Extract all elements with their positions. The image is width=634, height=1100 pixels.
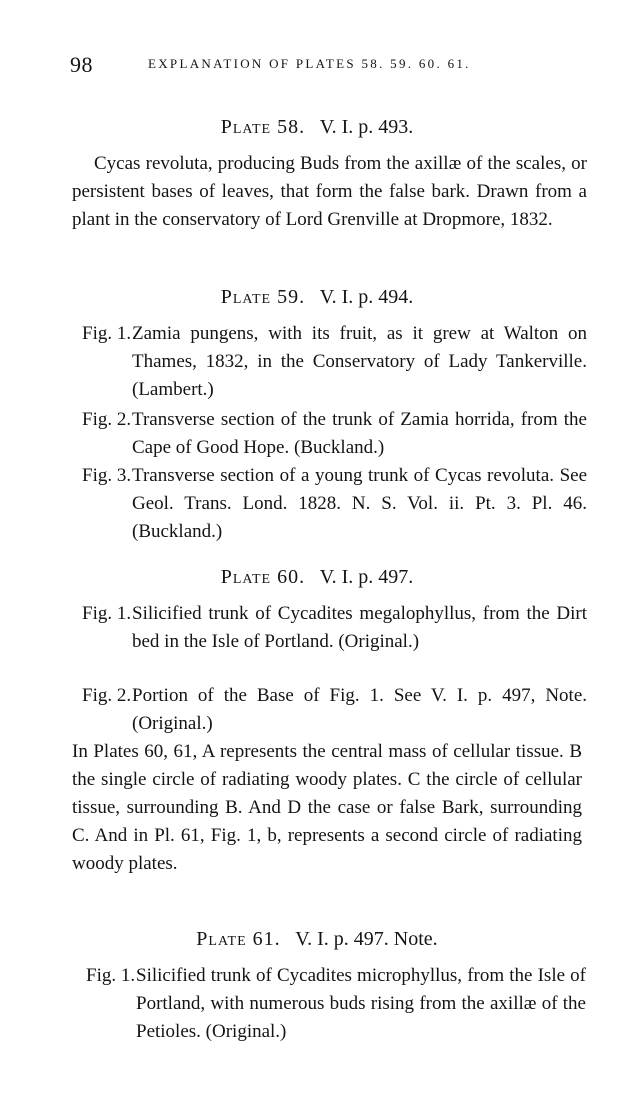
- running-title: EXPLANATION OF PLATES 58. 59. 60. 61.: [148, 56, 471, 71]
- plate-59-heading: [0, 286, 634, 309]
- plate-60-title: Plate 60.: [220, 566, 306, 588]
- fig-label: Fig. 2.: [82, 685, 132, 706]
- plate-59-fig-2: [82, 406, 587, 462]
- fig-text: Portion of the Base of Fig. 1. See V. I. p. 497, Note. (Original.): [132, 685, 587, 734]
- plate-61-heading: [0, 928, 634, 951]
- plate-58-title: Plate 58.: [220, 116, 306, 138]
- plate-61-fig-1: [86, 962, 586, 1046]
- fig-label: Fig. 1.: [86, 965, 136, 986]
- running-head: [70, 52, 610, 82]
- fig-label: Fig. 2.: [82, 409, 132, 430]
- plate-59-fig-1: [82, 320, 587, 404]
- fig-label: Fig. 1.: [82, 603, 132, 624]
- plate-58-ref: V. I. p. 493.: [319, 116, 414, 138]
- plate-58-heading: [0, 116, 634, 139]
- plate-60-fig-1: [82, 600, 587, 656]
- fig-text: Silicified trunk of Cycadites microphyllus, from the Isle of Portland, with numerous buds rising from the axillæ of the Petioles. (Original.): [136, 965, 586, 1042]
- plate-60-heading: [0, 566, 634, 589]
- fig-label: Fig. 3.: [82, 465, 132, 486]
- fig-label: Fig. 1.: [82, 323, 132, 344]
- plate-60-fig-2: [82, 682, 587, 738]
- plate-59-ref: V. I. p. 494.: [319, 286, 414, 308]
- page-number: 98: [70, 52, 93, 77]
- plate-61-ref: V. I. p. 497. Note.: [295, 928, 438, 950]
- plate-60-ref: V. I. p. 497.: [319, 566, 414, 588]
- fig-text: Zamia pungens, with its fruit, as it grew at Walton on Thames, 1832, in the Conservatory of Lady Tankerville. (Lambert.): [132, 323, 587, 400]
- plate-59-fig-3: [82, 462, 587, 546]
- fig-text: Transverse section of a young trunk of Cycas revoluta. See Geol. Trans. Lond. 1828. N. S. Vol. ii. Pt. 3. Pl. 46. (Buckland.): [132, 465, 587, 542]
- fig-text: Silicified trunk of Cycadites megalophyllus, from the Dirt bed in the Isle of Portland. (Original.): [132, 603, 587, 652]
- plate-60-note: In Plates 60, 61, A represents the central mass of cellular tissue. B the single circle of radiating woody plates. C the circle of cellular tissue, surrounding B. And D the case or false Bark, surrounding C. And in Pl. 61, Fig. 1, b, represents a second circle of radiating woody plates.: [72, 741, 582, 874]
- fig-text: Transverse section of the trunk of Zamia horrida, from the Cape of Good Hope. (Buckland.): [132, 409, 587, 458]
- plate-58-description: Cycas revoluta, producing Buds from the axillæ of the scales, or persistent bases of leaves, that form the false bark. Drawn from a plant in the conservatory of Lord Grenville at Dropmore, 1832.: [72, 153, 587, 230]
- plate-59-title: Plate 59.: [220, 286, 306, 308]
- plate-61-title: Plate 61.: [196, 928, 281, 950]
